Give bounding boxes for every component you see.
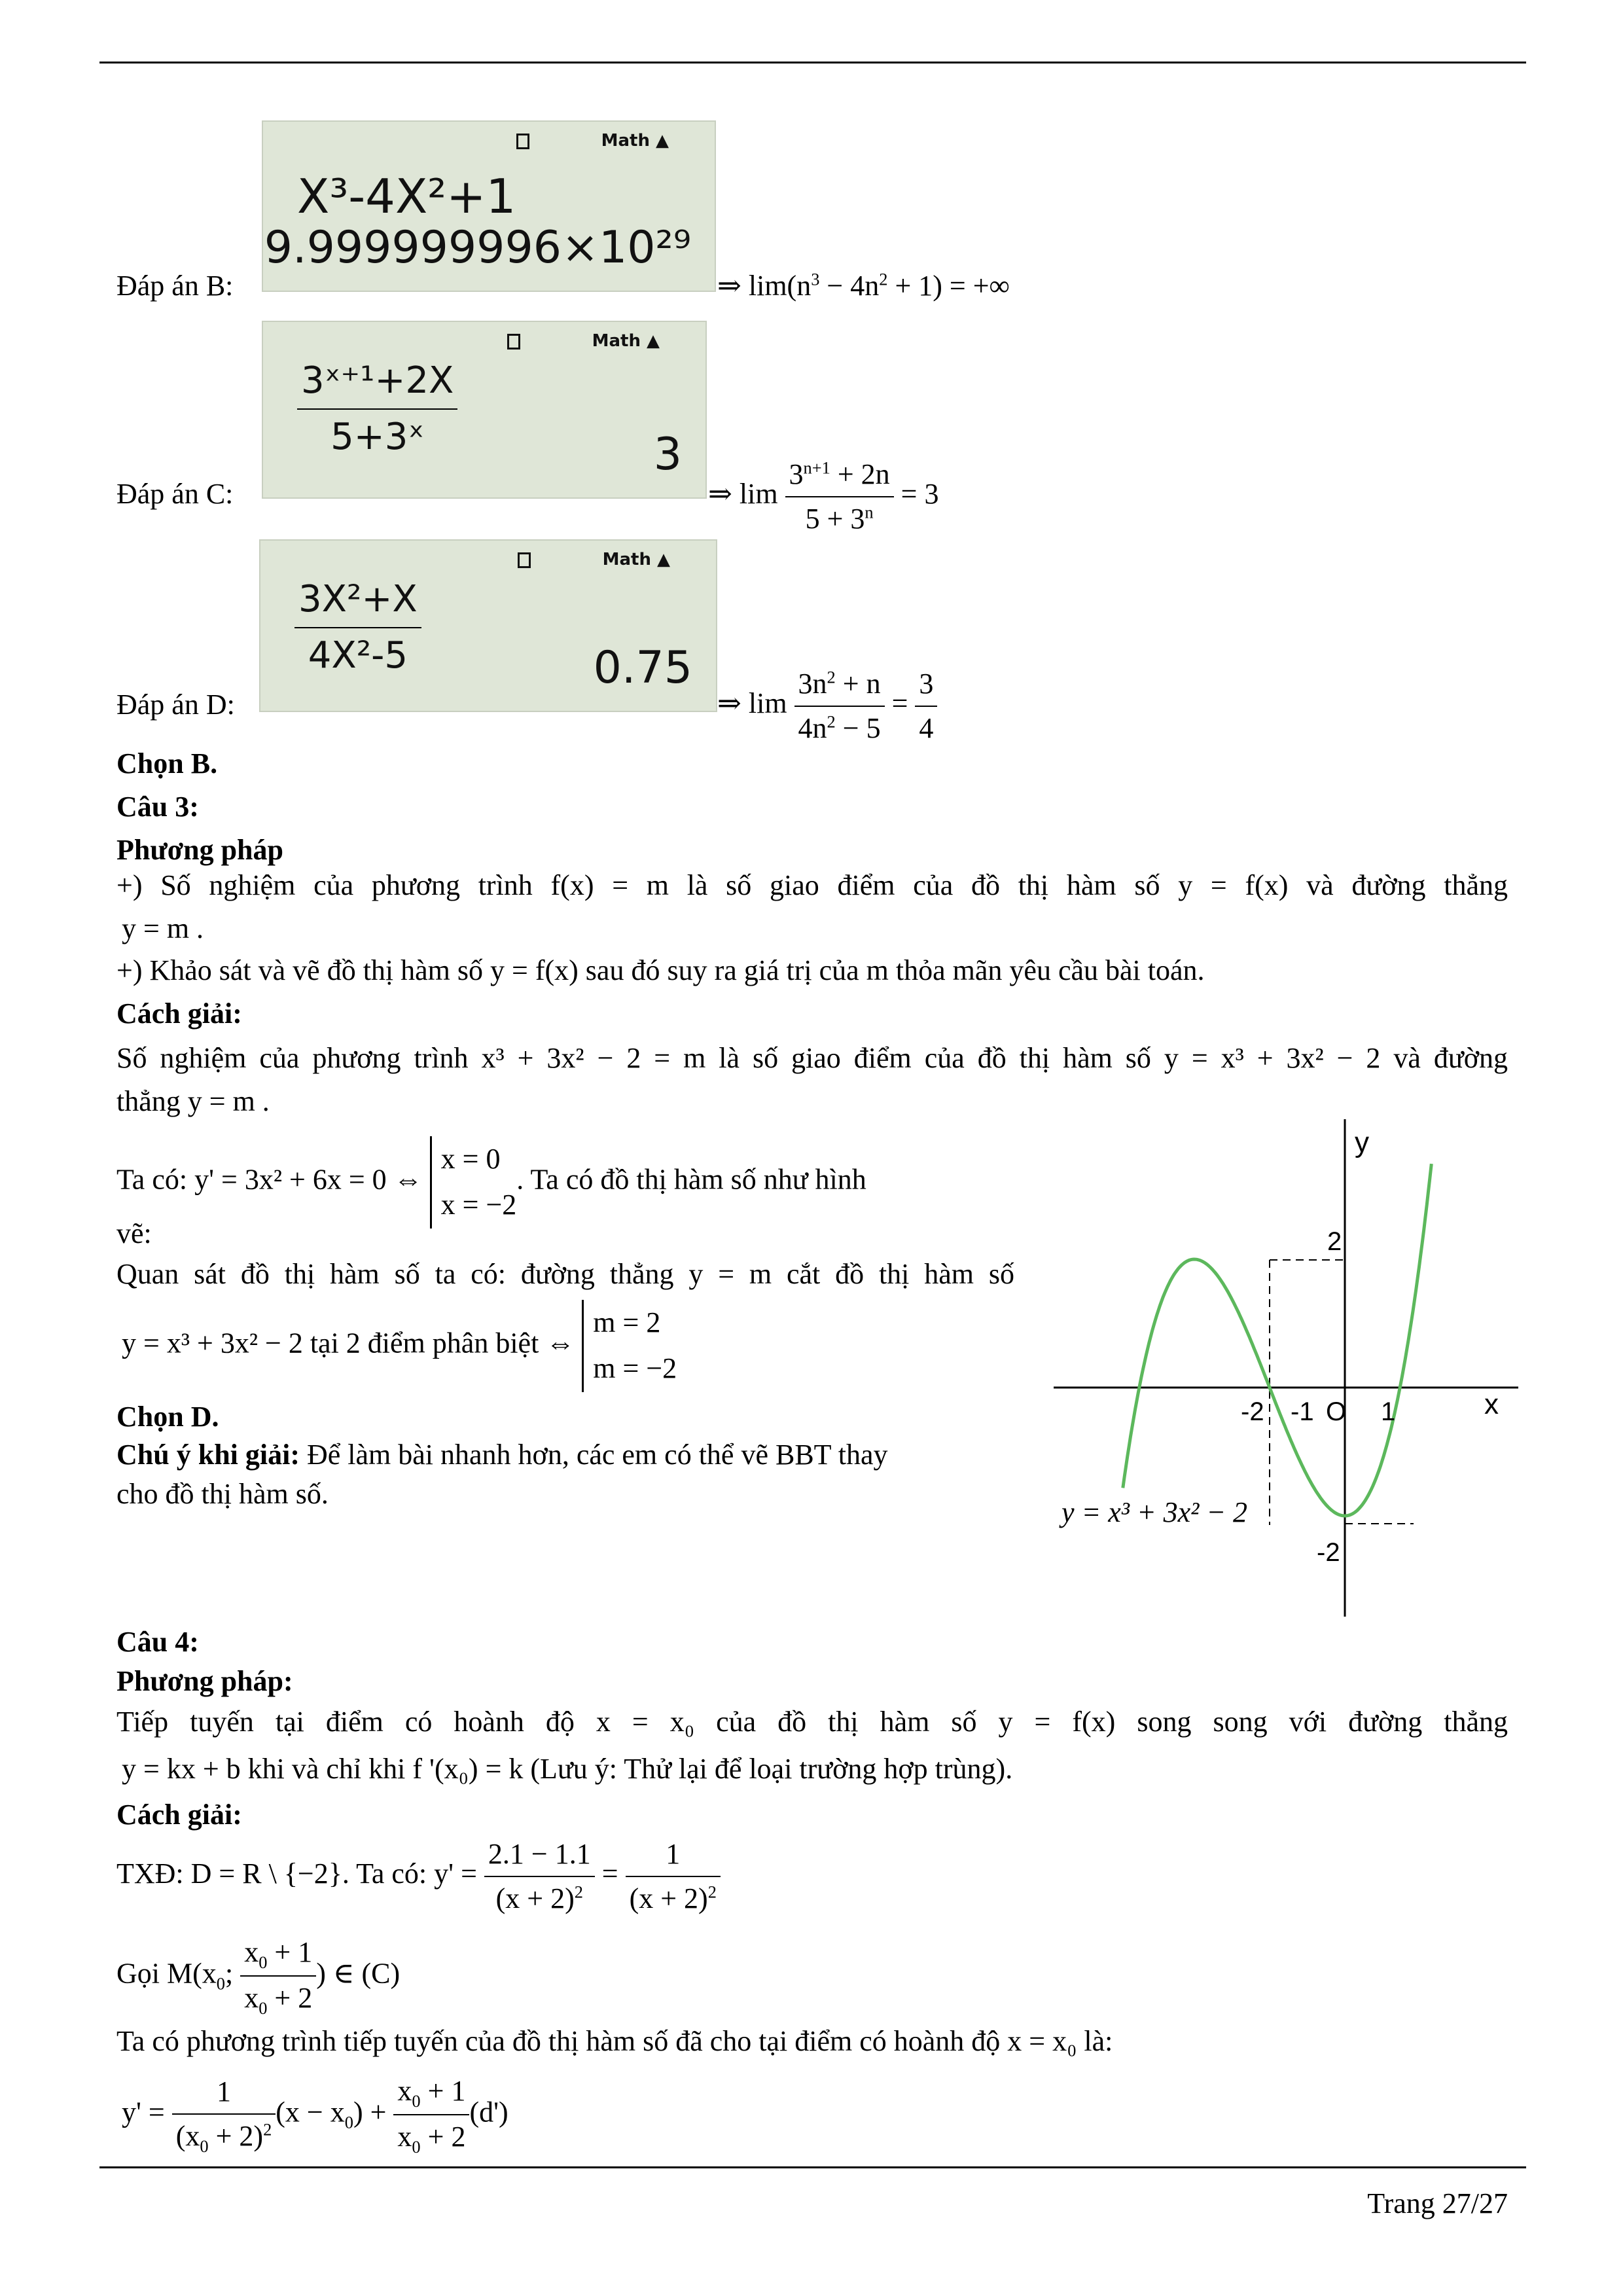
q3-note-2: cho đồ thị hàm số.	[116, 1478, 329, 1510]
q2-choose: Chọn B.	[116, 747, 218, 780]
calc-numerator: 3ˣ⁺¹+2X	[301, 359, 454, 402]
q3-solution-1b: thẳng y = m .	[116, 1085, 270, 1117]
q4-title: Câu 4:	[116, 1626, 199, 1658]
calculator-screen-b: Math ▲ X³-4X²+1 9.999999996×10²⁹	[262, 120, 716, 292]
cubic-graph	[1047, 1113, 1525, 1623]
calculator-screen-c: Math ▲ $\frac{\text{3ˣ⁺¹+2X}}{\text{5+3ˣ}}$ 3	[262, 321, 707, 499]
calculator-screen-d: Math ▲ $\frac{\text{3X²+X}}{\text{4X²-5}}$ 0.75	[259, 539, 717, 712]
q3-method-1b: y = m .	[122, 912, 204, 944]
calc-numerator: 3X²+X	[298, 578, 418, 620]
x-label: x	[1484, 1388, 1499, 1420]
page-number: Trang 27/27	[1367, 2187, 1508, 2219]
q3-solution-3: Quan sát đồ thị hàm số ta có: đường thẳng y = m cắt đồ thị hàm số	[116, 1258, 1014, 1290]
answer-d-formula: ⇒ lim $\frac{3n^2 + n}{4n^2 - 5}$ = $\frac{3}{4}$	[717, 662, 937, 750]
answer-d-label: Đáp án D:	[116, 689, 235, 721]
q3-solution-4: y = x³ + 3x² − 2 tại 2 điểm phân biệt ⇔ m = 2 m = −2	[122, 1300, 677, 1392]
q4-goi: Gọi $M(x_0$; $\frac{x_0 + 1}{x_0 + 2}$ ) ∈ (C)	[116, 1931, 400, 2022]
q4-solution-head: Cách giải:	[116, 1799, 242, 1831]
calc-result: 0.75	[593, 642, 692, 694]
q3-note: Chú ý khi giải: Để làm bài nhanh hơn, các em có thể vẽ BBT thay	[116, 1439, 888, 1471]
q3-case-brace: x = 0 x = −2	[430, 1136, 517, 1229]
battery-icon	[516, 134, 529, 149]
tick-x-m2: -2	[1241, 1397, 1264, 1426]
tick-y-m2: -2	[1317, 1538, 1340, 1567]
origin-label: O	[1326, 1397, 1347, 1426]
q4-method-1b: y = kx + b khi và chỉ khi f '(x₀) = k (Lưu ý: Thử lại để loại trường hợp trùng).	[122, 1753, 1013, 1785]
calc-result: 9.999999996×10²⁹	[264, 222, 691, 274]
tick-x-1: 1	[1381, 1397, 1396, 1426]
battery-icon	[518, 552, 531, 568]
q3-derivative: Ta có: y' = 3x² + 6x = 0 ⇔ x = 0 x = −2. Ta có đồ thị hàm số như hình	[116, 1136, 866, 1229]
calc-result: 3	[653, 429, 682, 480]
q4-method-1: Tiếp tuyến tại điểm có hoành độ x = x₀ của đồ thị hàm số y = f(x) song song với đường thẳng	[116, 1706, 1508, 1738]
calc-denominator: 5+3ˣ	[297, 408, 457, 465]
q4-tangent-text: Ta có phương trình tiếp tuyến của đồ thị hàm số đã cho tại điểm có hoành độ x = x₀ là:	[116, 2025, 1113, 2057]
calc-expression: X³-4X²+1	[297, 169, 516, 224]
q3-method-1: +) Số nghiệm của phương trình f(x) = m là số giao điểm của đồ thị hàm số y = f(x) và đường thẳng	[116, 869, 1508, 901]
q3-solution-head: Cách giải:	[116, 997, 242, 1030]
q3-solution-2c: vẽ:	[116, 1217, 152, 1249]
q4-txd: TXĐ: D = R \ {−2}. Ta có: y' = $\frac{2.1 - 1.1}{(x + 2)^2}$ = $\frac{1}{(x + 2)^2}$	[116, 1833, 721, 1920]
q3-title: Câu 3:	[116, 791, 199, 823]
answer-c-formula: ⇒ lim $\frac{3^{n+1} + 2n}{5 + 3^n}$ = 3	[708, 453, 938, 541]
y-label: y	[1355, 1126, 1369, 1158]
q3-method-head: Phương pháp	[116, 834, 283, 866]
footer-rule	[99, 2166, 1526, 2168]
calc-denominator: 4X²-5	[294, 627, 421, 683]
tick-x-m1: -1	[1291, 1397, 1314, 1426]
q4-method-head: Phương pháp:	[116, 1665, 293, 1697]
q4-tangent-equation: y' = $\frac{1}{(x_0 + 2)^2}$ $(x - x_0)$ + $\frac{x_0 + 1}{x_0 + 2}$ (d')	[122, 2070, 508, 2161]
answer-c-label: Đáp án C:	[116, 478, 234, 510]
q3-m-brace: m = 2 m = −2	[582, 1300, 677, 1392]
header-rule	[99, 62, 1526, 63]
q3-choose: Chọn D.	[116, 1401, 219, 1433]
answer-b-formula: ⇒ $\lim(n^3 - 4n^2 + 1)$ = +∞	[717, 269, 1010, 302]
function-label: y = x³ + 3x² − 2	[1061, 1496, 1248, 1528]
q3-solution-1: Số nghiệm của phương trình x³ + 3x² − 2 = m là số giao điểm của đồ thị hàm số y = x³ + 3x² − 2 và đường	[116, 1042, 1508, 1074]
q3-method-2: +) Khảo sát và vẽ đồ thị hàm số y = f(x) sau đó suy ra giá trị của m thỏa mãn yêu cầu bài toán.	[116, 954, 1205, 986]
battery-icon	[507, 334, 520, 350]
cubic-curve	[1123, 1164, 1432, 1516]
tick-y-2: 2	[1327, 1227, 1342, 1256]
answer-b-label: Đáp án B:	[116, 270, 234, 302]
